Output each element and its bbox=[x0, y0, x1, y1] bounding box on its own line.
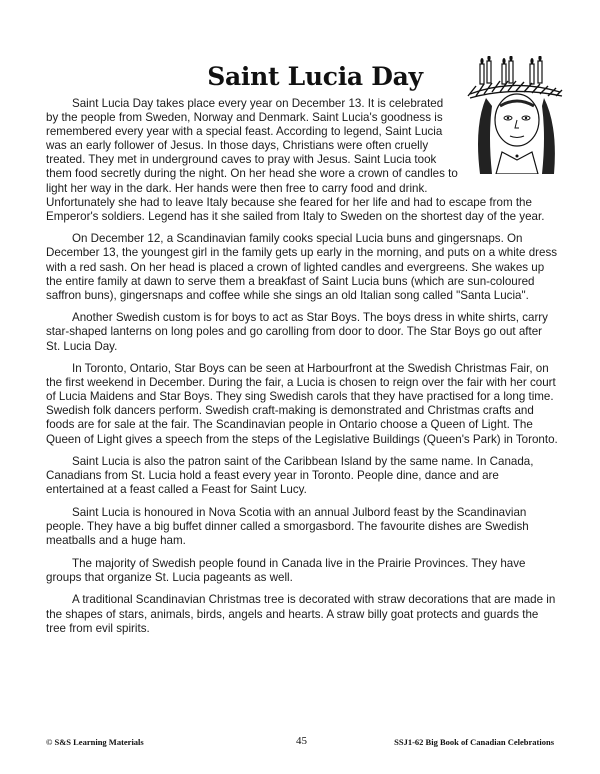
copyright-text: © S&S Learning Materials bbox=[46, 737, 144, 747]
paragraph: Saint Lucia Day takes place every year on December 13. It is celebrated by the people from Sweden, Norway and Denmark. Saint Lucia's goodness is remembered every year with a special feast. According to legend, Saint Lucia was an early follower of Jesus. In those days, Christians were often cruelly treated. They met in underground caves to pray with Jesus. Saint Lucia took them food secretly during the night. On her head she wore a crown of candles to light her way in the dark. Her hands were then free to carry food and drink. bbox=[46, 97, 458, 195]
paragraph: A traditional Scandinavian Christmas tree is decorated with straw decorations that are made in the shapes of stars, animals, birds, angels and hearts. A straw billy goat protects and guards the tree from evil spirits. bbox=[46, 593, 556, 635]
paragraph: On December 12, a Scandinavian family cooks special Lucia buns and gingersnaps. On December 13, the youngest girl in the family gets up early in the morning, and puts on a white dress with a red sash. On her head is placed a crown of lighted candles and evergreens. She wakes up the entire family at dawn to serve them a breakfast of Saint Lucia buns (which are sun-coloured saffron buns), gingersnaps and coffee while she sings an old Italian song called "Santa Lucia". bbox=[46, 232, 558, 302]
page-title: Saint Lucia Day bbox=[207, 62, 423, 91]
paragraph: Saint Lucia is honoured in Nova Scotia with an annual Julbord feast by the Scandinavian people. They have a big buffet dinner called a smorgasbord. The favourite dishes are Swedish meatballs and a huge ham. bbox=[46, 505, 529, 548]
book-title: SSJ1-62 Big Book of Canadian Celebrations bbox=[394, 737, 554, 747]
page-footer bbox=[46, 735, 554, 751]
paragraph: Unfortunately she had to leave Italy because she feared for her life and had to escape from the Emperor's soldiers. Legend has it she sailed from Italy to Sweden on the shortest day of the year. bbox=[46, 195, 545, 223]
paragraph: Saint Lucia is also the patron saint of the Caribbean Island by the same name. In Canada, Canadians from St. Lucia hold a feast every year in Toronto. People dine, dance and are entertained at a feast called a Feast for Saint Lucy. bbox=[46, 455, 534, 497]
page-number: 45 bbox=[296, 735, 307, 747]
paragraph: In Toronto, Ontario, Star Boys can be seen at Harbourfront at the Swedish Christmas Fair, on the first weekend in December. During the fair, a Lucia is chosen to reign over the fair with her court of Lucia Maidens and Star Boys. They sing Swedish carols that they have practised for a long time. Swedish folk dancers perform. Swedish craft-making is demonstrated and Christmas crafts and foods are for sale at the fair. The Scandinavian people in Ontario choose a Queen of Light. The Queen of Light gives a speech from the steps of the Legislative Buildings (Queen's Park) in Toronto. bbox=[46, 362, 558, 446]
article-body bbox=[46, 97, 558, 644]
paragraph: Another Swedish custom is for boys to act as Star Boys. The boys dress in white shirts, carry star-shaped lanterns on long poles and go carolling from door to door. The Star Boys go out after St. Lucia Day. bbox=[46, 311, 548, 353]
paragraph: The majority of Swedish people found in Canada live in the Prairie Provinces. They have groups that organize St. Lucia pageants as well. bbox=[46, 556, 526, 584]
